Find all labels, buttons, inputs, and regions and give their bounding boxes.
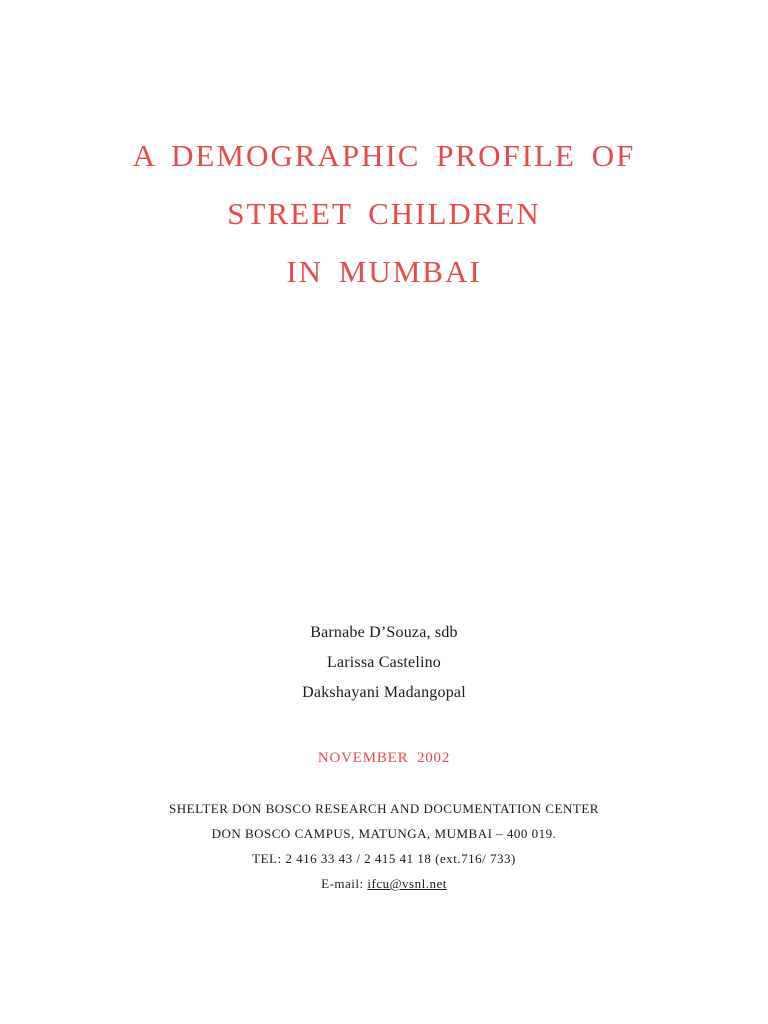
email-label: E-mail: (321, 876, 368, 891)
author-1: Barnabe D’Souza, sdb (310, 624, 458, 641)
email-link[interactable]: ifcu@vsnl.net (367, 876, 447, 891)
authors-block (0, 624, 768, 714)
organization-telephone: TEL: 2 416 33 43 / 2 415 41 18 (ext.716/ 733) (252, 851, 516, 866)
organization-block (0, 801, 768, 901)
organization-name: SHELTER DON BOSCO RESEARCH AND DOCUMENTATION CENTER (169, 801, 599, 816)
organization-email-line (0, 876, 768, 891)
title-line-3: IN MUMBAI (286, 254, 482, 289)
title-block (0, 140, 768, 314)
publication-date: NOVEMBER 2002 (317, 750, 451, 766)
title-line-2: STREET CHILDREN (227, 196, 541, 231)
title-line-1: A DEMOGRAPHIC PROFILE OF (132, 138, 636, 173)
author-3: Dakshayani Madangopal (302, 684, 466, 701)
author-2: Larissa Castelino (326, 654, 442, 671)
organization-address: DON BOSCO CAMPUS, MATUNGA, MUMBAI – 400 019. (211, 826, 557, 841)
